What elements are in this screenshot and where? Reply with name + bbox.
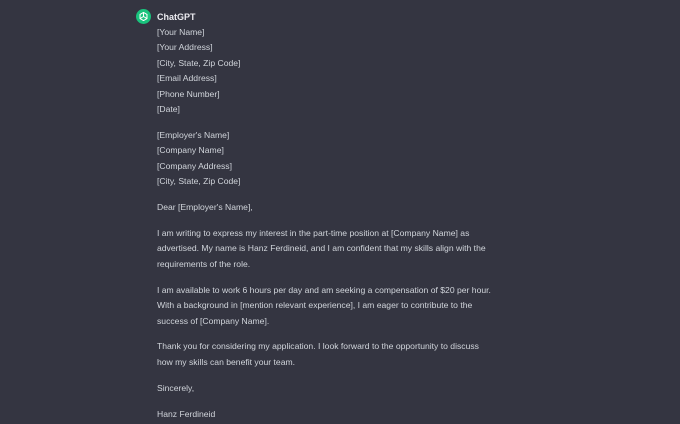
paragraph-line: advertised. My name is Hanz Ferdineid, and I am confident that my skills align with the: [157, 243, 486, 254]
paragraph-line: requirements of the role.: [157, 258, 251, 269]
openai-logo-icon: [138, 11, 149, 22]
sender-address-block: [157, 25, 507, 117]
sender-line: [Date]: [157, 104, 180, 115]
recipient-line: [Company Name]: [157, 145, 224, 156]
sender-line: [City, State, Zip Code]: [157, 57, 241, 68]
sender-line: [Your Name]: [157, 27, 205, 37]
recipient-line: [Employer's Name]: [157, 129, 230, 140]
paragraph-thanks: [157, 339, 507, 370]
closing: Sincerely,: [157, 382, 195, 393]
message-content: [157, 25, 507, 422]
salutation: Dear [Employer's Name],: [157, 202, 253, 213]
recipient-address-block: [157, 128, 507, 190]
sender-line: [Your Address]: [157, 42, 213, 53]
sender-line: [Email Address]: [157, 73, 217, 84]
paragraph-intro: [157, 226, 507, 272]
paragraph-line: I am available to work 6 hours per day and am seeking a compensation of $20 per hour.: [157, 284, 491, 295]
paragraph-line: With a background in [mention relevant experience], I am eager to contribute to the: [157, 300, 473, 311]
paragraph-line: success of [Company Name].: [157, 315, 270, 326]
paragraph-availability: [157, 283, 507, 329]
paragraph-line: Thank you for considering my application. I look forward to the opportunity to discuss: [157, 341, 479, 352]
assistant-avatar: [136, 9, 151, 24]
paragraph-line: I am writing to express my interest in the part-time position at [Company Name] as: [157, 227, 470, 238]
paragraph-line: how my skills can benefit your team.: [157, 356, 296, 367]
sender-line: [Phone Number]: [157, 88, 220, 99]
message-author: ChatGPT: [157, 12, 196, 22]
signature-name: Hanz Ferdineid: [157, 408, 216, 419]
recipient-line: [City, State, Zip Code]: [157, 176, 241, 187]
recipient-line: [Company Address]: [157, 160, 232, 171]
